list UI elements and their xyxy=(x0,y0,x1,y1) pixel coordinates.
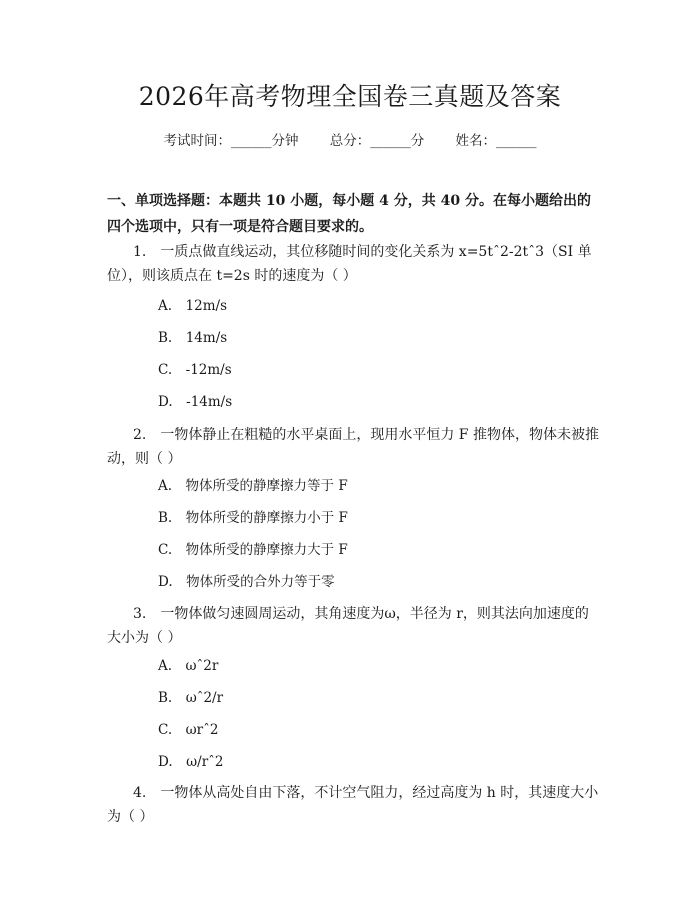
question-3-option-a: A. ωˆ2r xyxy=(158,658,219,674)
question-2-option-a: A. 物体所受的静摩擦力等于 F xyxy=(158,478,348,494)
exam-info-line: 考试时间：______分钟 总分：______分 姓名：______ xyxy=(163,133,537,149)
question-2-option-c: C. 物体所受的静摩擦力大于 F xyxy=(158,542,348,558)
document-title: 2026年高考物理全国卷三真题及答案 xyxy=(138,82,562,111)
question-3-option-d: D. ω/rˆ2 xyxy=(158,754,224,770)
question-3-option-c: C. ωrˆ2 xyxy=(158,722,219,738)
section-heading: 一、单项选择题：本题共 10 小题，每小题 4 分，共 40 分。在每小题给出的四个选项中，只有一项是符合题目要求的。 xyxy=(107,193,591,235)
question-2-option-b: B. 物体所受的静摩擦力小于 F xyxy=(158,510,348,526)
question-1-option-b: B. 14m/s xyxy=(158,330,228,346)
question-3-option-b: B. ωˆ2/r xyxy=(158,690,224,706)
question-3-stem: 3. 一物体做匀速圆周运动，其角速度为ω，半径为 r，则其法向加速度的大小为（ ） xyxy=(107,606,589,646)
question-2-stem: 2. 一物体静止在粗糙的水平桌面上，现用水平恒力 F 推物体，物体未被推动，则（ ） xyxy=(107,427,599,467)
question-1-option-c: C. -12m/s xyxy=(158,362,232,378)
question-2-option-d: D. 物体所受的合外力等于零 xyxy=(158,574,335,590)
question-1-option-a: A. 12m/s xyxy=(158,298,227,314)
question-1-stem: 1. 一质点做直线运动，其位移随时间的变化关系为 x=5tˆ2-2tˆ3（SI 单位），则该质点在 t=2s 时的速度为（ ） xyxy=(107,244,592,284)
question-4-stem: 4. 一物体从高处自由下落，不计空气阻力，经过高度为 h 时，其速度大小为（ ） xyxy=(107,785,599,825)
question-1-option-d: D. -14m/s xyxy=(158,394,233,410)
